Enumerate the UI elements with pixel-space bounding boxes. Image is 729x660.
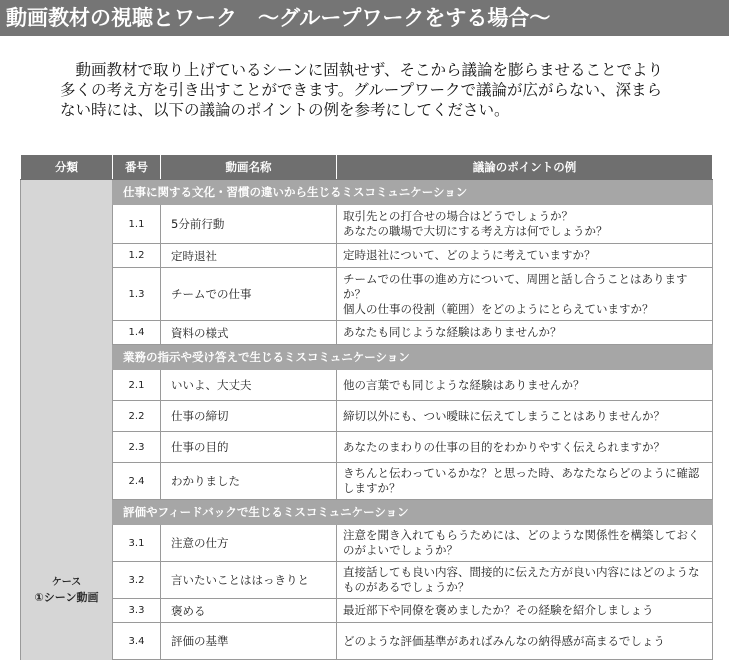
video-name: 評価の基準 <box>161 623 337 660</box>
video-name: 仕事の締切 <box>161 401 337 432</box>
video-name: いいよ、大丈夫 <box>161 370 337 401</box>
discussion-point: あなたのまわりの仕事の目的をわかりやすく伝えられますか？ <box>337 432 713 463</box>
discussion-point: 締切以外にも、つい曖昧に伝えてしまうことはありませんか？ <box>337 401 713 432</box>
table-row <box>21 205 713 244</box>
row-number: 2.3 <box>113 432 161 463</box>
discussion-point: あなたも同じような経験はありませんか？ <box>337 321 713 345</box>
row-number: 1.3 <box>113 268 161 321</box>
discussion-points-table <box>20 154 713 660</box>
category-label-line1: ケース <box>51 577 82 589</box>
row-number: 3.1 <box>113 525 161 562</box>
table-row <box>21 321 713 345</box>
row-number: 2.4 <box>113 463 161 500</box>
point-line: チームでの仕事の進め方について、周囲と話し合うことはありますか？ <box>343 271 688 301</box>
table-row <box>21 244 713 268</box>
discussion-point: 定時退社について、どのように考えていますか？ <box>337 244 713 268</box>
point-line: 個人の仕事の役割（範囲）をどのようにとらえていますか？ <box>343 301 654 316</box>
table-row <box>21 525 713 562</box>
point-line: あなたの職場で大切にする考え方は何でしょうか？ <box>343 224 608 238</box>
section-title: 業務の指示や受け答えで生じるミスコミュニケーション <box>113 345 713 370</box>
row-number: 3.3 <box>113 599 161 623</box>
video-name: 5分前行動 <box>161 205 337 244</box>
category-label-line2: ①シーン動画 <box>34 591 99 605</box>
discussion-point <box>337 205 713 244</box>
page-title: 動画教材の視聴とワーク ～グループワークをする場合～ <box>0 0 729 36</box>
table-header-row <box>21 155 713 180</box>
header-discussion-points: 議論のポイントの例 <box>337 155 713 180</box>
row-number: 2.1 <box>113 370 161 401</box>
video-name: 仕事の目的 <box>161 432 337 463</box>
video-name: 言いたいことははっきりと <box>161 562 337 599</box>
table-row <box>21 463 713 500</box>
video-name: チームでの仕事 <box>161 268 337 321</box>
video-name: 資料の様式 <box>161 321 337 345</box>
header-video-name: 動画名称 <box>161 155 337 180</box>
row-number: 1.2 <box>113 244 161 268</box>
row-number: 3.4 <box>113 623 161 660</box>
category-cell <box>21 180 113 660</box>
video-name: わかりました <box>161 463 337 500</box>
table-row <box>21 432 713 463</box>
intro-paragraph: 動画教材で取り上げているシーンに固執せず、そこから議論を膨らませることでより多くの考え方を引き出すことができます。グループワークで議論が広がらない、深まらない時には、以下の議論のポイントの例を参考にしてください。 <box>60 61 663 119</box>
table-row <box>21 401 713 432</box>
row-number: 2.2 <box>113 401 161 432</box>
point-line: 取引先との打合せの場合はどうでしょうか？ <box>343 209 573 223</box>
table-row <box>21 268 713 321</box>
discussion-point: 注意を聞き入れてもらうためには、どのような関係性を構築しておくのがよいでしょうか？ <box>337 525 713 562</box>
table-row <box>21 562 713 599</box>
discussion-point: 最近部下や同僚を褒めましたか？その経験を紹介しましょう <box>337 599 713 623</box>
header-category: 分類 <box>21 155 113 180</box>
video-name: 定時退社 <box>161 244 337 268</box>
discussion-point: きちんと伝わっているかな？と思った時、あなたならどのように確認しますか？ <box>337 463 713 500</box>
table-row <box>21 623 713 660</box>
discussion-point: 他の言葉でも同じような経験はありませんか？ <box>337 370 713 401</box>
section-title: 仕事に関する文化・習慣の違いから生じるミスコミュニケーション <box>113 180 713 205</box>
discussion-point: 直接話しても良い内容、間接的に伝えた方が良い内容にはどのようなものがあるでしょうか？ <box>337 562 713 599</box>
discussion-point <box>337 268 713 321</box>
section-row <box>21 180 713 205</box>
video-name: 褒める <box>161 599 337 623</box>
video-name: 注意の仕方 <box>161 525 337 562</box>
row-number: 1.1 <box>113 205 161 244</box>
header-number: 番号 <box>113 155 161 180</box>
table-row <box>21 370 713 401</box>
row-number: 3.2 <box>113 562 161 599</box>
discussion-point: どのような評価基準があればみんなの納得感が高まるでしょう <box>337 623 713 660</box>
section-row <box>21 345 713 370</box>
section-title: 評価やフィードバックで生じるミスコミュニケーション <box>113 500 713 525</box>
table-row <box>21 599 713 623</box>
section-row <box>21 500 713 525</box>
row-number: 1.4 <box>113 321 161 345</box>
